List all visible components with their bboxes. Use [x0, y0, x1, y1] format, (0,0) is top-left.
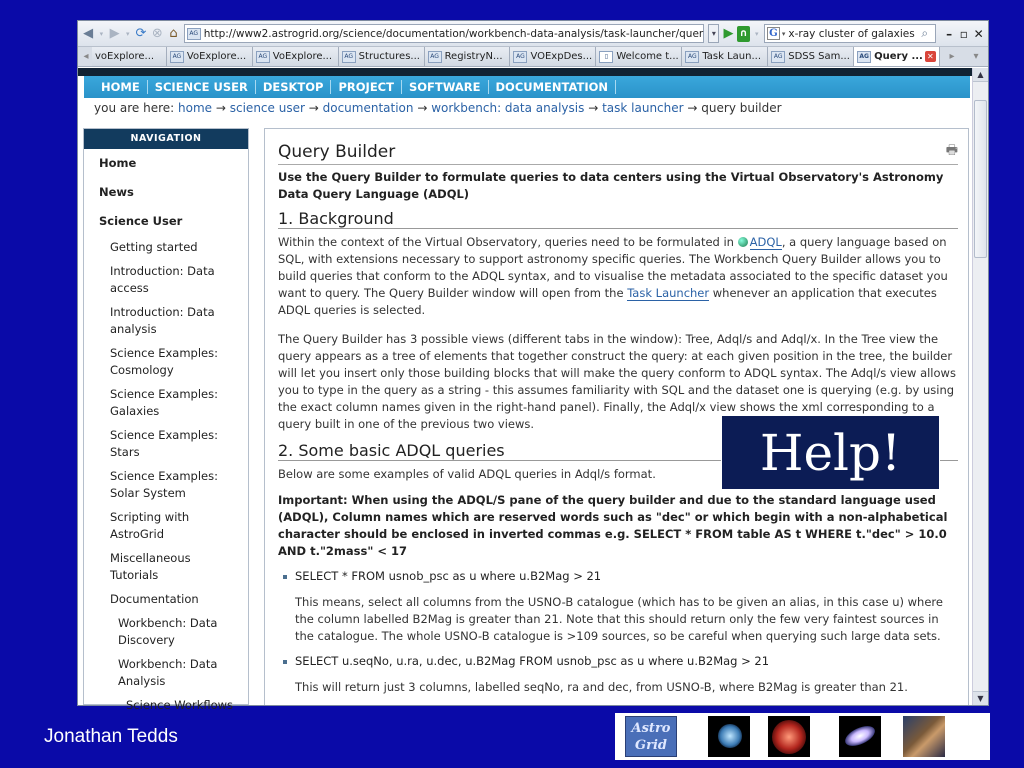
browser-tab[interactable]: [425, 47, 511, 66]
sidebar-item[interactable]: Workbench: Data Discovery: [118, 616, 218, 647]
url-text: http://www2.astrogrid.org/science/documentation/workbench-data-analysis/task-launcher/quer: [203, 27, 704, 40]
breadcrumb: [78, 98, 972, 120]
search-box[interactable]: [764, 24, 936, 43]
page-title-text: Query Builder: [278, 142, 396, 162]
site-favicon-icon: AG: [170, 51, 184, 63]
sidebar-item[interactable]: Scripting with AstroGrid: [110, 510, 190, 541]
page-title: [278, 141, 958, 165]
vertical-scrollbar[interactable]: [972, 68, 988, 705]
minimize-icon[interactable]: –: [946, 26, 953, 41]
astrogrid-logo: [625, 716, 677, 757]
dropdown-icon[interactable]: ▾: [126, 29, 130, 38]
breadcrumb-link[interactable]: workbench: data analysis: [431, 101, 585, 115]
nav-documentation[interactable]: DOCUMENTATION: [489, 80, 617, 94]
site-favicon-icon: AG: [342, 51, 356, 63]
page-icon: ▯: [599, 51, 613, 63]
scrollbar-thumb[interactable]: [974, 100, 987, 258]
breadcrumb-separator: →: [687, 101, 698, 115]
close-icon[interactable]: ✕: [973, 26, 984, 41]
tab-label: SDSS Sam...: [788, 51, 850, 62]
galaxy-image: [839, 716, 881, 757]
site-favicon-icon: AG: [857, 51, 871, 63]
sidebar-item[interactable]: Documentation: [110, 592, 199, 606]
sidebar-item[interactable]: Science Examples: Stars: [110, 428, 218, 459]
browser-tab[interactable]: [682, 47, 768, 66]
site-favicon-icon: AG: [771, 51, 785, 63]
breadcrumb-link[interactable]: task launcher: [602, 101, 684, 115]
pillars-image: [903, 716, 945, 757]
breadcrumb-separator: →: [215, 101, 226, 115]
browser-tab[interactable]: [768, 47, 854, 66]
dropdown-icon[interactable]: ▾: [99, 29, 104, 38]
browser-tab[interactable]: [339, 47, 425, 66]
back-icon[interactable]: ◀: [83, 26, 94, 41]
sidebar-item[interactable]: Science Workflows: [126, 698, 234, 712]
nav-software[interactable]: SOFTWARE: [402, 80, 489, 94]
external-link-icon: [738, 237, 748, 247]
site-favicon-icon: AG: [428, 51, 442, 63]
section-heading-queries: 2. Some basic ADQL queries: [278, 441, 958, 461]
task-launcher-link[interactable]: Task Launcher: [627, 286, 710, 300]
breadcrumb-current: query builder: [701, 101, 782, 115]
browser-toolbar: [78, 21, 988, 47]
tab-label: Welcome t...: [616, 51, 679, 62]
feed-icon[interactable]: ∩: [737, 26, 749, 42]
sidebar-item[interactable]: Introduction: Data access: [110, 264, 215, 295]
browser-tab[interactable]: [596, 47, 682, 66]
tab-label: Task Laun...: [702, 51, 762, 62]
sidebar-item[interactable]: Science Examples: Galaxies: [110, 387, 218, 418]
supernova-image: [768, 716, 810, 757]
page-content: [78, 68, 972, 712]
search-input[interactable]: x-ray cluster of galaxies: [788, 27, 915, 40]
browser-tab[interactable]: [510, 47, 596, 66]
site-favicon-icon: AG: [187, 28, 201, 40]
print-icon[interactable]: 🖶: [945, 143, 958, 158]
browser-tab[interactable]: [253, 47, 339, 66]
background-paragraph: Within the context of the Virtual Observatory, queries need to be formulated in ADQL, a query language based on SQL, with extensions necessary to support astronomy specific queries. The Workbench Query Builder allows you to build queries that conform to the ADQL syntax, and to visualise the metadata associated to the specific dataset you want to query. The Query Builder window will open from the Task Launcher whenever an application that executes ADQL queries is selected.: [278, 235, 948, 317]
logo-text: Grid: [635, 738, 667, 753]
query-code: SELECT * FROM usnob_psc as u where u.B2Mag > 21: [278, 568, 958, 585]
stop-icon[interactable]: ⊗: [151, 26, 163, 41]
browser-tab-active[interactable]: [854, 47, 940, 66]
important-note: Important: When using the ADQL/S pane of the query builder and due to the standard language used (ADQL), Column names which are reserved words such as "dec" or which begin with a non-alphabetical character should be enclosed in inverted commas e.g. SELECT * FROM table AS t WHERE t."dec" > 10.0 AND t."2mass" < 17: [278, 493, 948, 558]
nav-project[interactable]: PROJECT: [331, 80, 401, 94]
query-description: This means, select all columns from the USNO-B catalogue (which has to be given an alias, in this case u) where the column labelled B2Mag is greater than 21. Note that this should return only the few very faintest sources in the catalogue. The whole USNO-B catalogue is >109 sources, so be careful when querying such large data sets.: [295, 595, 943, 643]
reload-icon[interactable]: ⟳: [135, 26, 147, 41]
sidebar-item[interactable]: Science User: [99, 214, 183, 228]
nav-home[interactable]: HOME: [94, 80, 148, 94]
home-icon[interactable]: ⌂: [169, 26, 178, 41]
search-icon[interactable]: ⌕: [921, 26, 929, 40]
breadcrumb-link[interactable]: documentation: [322, 101, 414, 115]
tab-label: VoExplore...: [272, 51, 333, 62]
tab-label: VOExpDes...: [530, 51, 593, 62]
list-item: [278, 653, 958, 696]
breadcrumb-prefix: you are here:: [94, 101, 175, 115]
browser-tab[interactable]: [92, 47, 167, 66]
sidebar-item[interactable]: Getting started: [110, 240, 198, 254]
help-callout: Help!: [721, 415, 940, 490]
url-dropdown-icon[interactable]: ▾: [708, 24, 719, 43]
search-engine-dropdown-icon[interactable]: ▾: [781, 29, 786, 38]
adql-link[interactable]: ADQL: [749, 235, 782, 249]
left-navigation: [83, 128, 249, 712]
tab-label: RegistryN...: [444, 51, 503, 62]
scroll-down-icon[interactable]: ▼: [973, 691, 988, 705]
tab-label: Query ...: [874, 51, 923, 62]
tab-list-icon[interactable]: ▾: [973, 51, 979, 62]
queries-intro: Below are some examples of valid ADQL queries in Adql/s format.: [278, 467, 656, 481]
article-lead: Use the Query Builder to formulate queries to data centers using the Virtual Observatory's Astronomy Data Query Language (ADQL): [278, 170, 944, 201]
logo-text: Astro: [631, 721, 671, 736]
forward-icon[interactable]: ▶: [109, 26, 120, 41]
sidebar-item[interactable]: Science Examples: Cosmology: [110, 346, 218, 377]
query-code: SELECT u.seqNo, u.ra, u.dec, u.B2Mag FROM usnob_psc as u where u.B2Mag > 21: [278, 653, 958, 670]
site-favicon-icon: AG: [256, 51, 270, 63]
sidebar-item[interactable]: Home: [99, 156, 137, 170]
section-heading-background: 1. Background: [278, 209, 958, 229]
nav-desktop[interactable]: DESKTOP: [256, 80, 332, 94]
nebula-image: [708, 716, 750, 757]
views-paragraph: The Query Builder has 3 possible views (different tabs in the window): Tree, Adql/s and Adql/x. In the Tree view the query appears as a tree of elements that together construct the query: at each given position in the tree, the builder will let you insert only those building blocks that will make the query conform to ADQL syntax. The Adql/s view allows you to type in the query as a string - this assumes familiarity with SQL and the dataset one is querying (e.g. by using the exact column names given in the right-hand panel). Finally, the Adql/x view shows the xml corresponding to a query built in one of the previous two views.: [278, 332, 956, 431]
breadcrumb-link[interactable]: home: [178, 101, 213, 115]
nav-science-user[interactable]: SCIENCE USER: [148, 80, 256, 94]
site-nav-bar: [84, 76, 970, 98]
sidebar-item[interactable]: Science Examples: Solar System: [110, 469, 218, 500]
sidebar-item[interactable]: Miscellaneous Tutorials: [110, 551, 191, 582]
tab-label: voExplore...: [94, 51, 155, 62]
breadcrumb-link[interactable]: science user: [229, 101, 305, 115]
tab-label: VoExplore...: [186, 51, 247, 62]
tab-label: Structures...: [358, 51, 420, 62]
tab-scroll-right-icon[interactable]: ▸: [949, 51, 955, 62]
sidebar-item[interactable]: Workbench: Data Analysis: [118, 657, 218, 688]
url-bar[interactable]: [184, 24, 705, 43]
list-item: [278, 568, 958, 645]
site-favicon-icon: AG: [685, 51, 699, 63]
site-favicon-icon: AG: [513, 51, 527, 63]
sidebar-item[interactable]: Introduction: Data analysis: [110, 305, 215, 336]
scroll-up-icon[interactable]: ▲: [973, 68, 988, 82]
query-examples: [278, 568, 958, 696]
tab-strip: [78, 47, 988, 67]
browser-window: [77, 20, 989, 712]
query-description: This will return just 3 columns, labelled seqNo, ra and dec, from USNO-B, where B2Mag is greater than 21.: [295, 680, 908, 694]
breadcrumb-separator: →: [588, 101, 599, 115]
go-icon[interactable]: ▶: [723, 26, 734, 41]
navigation-list: [84, 149, 248, 718]
site-header-strip: [78, 68, 972, 76]
navigation-heading: NAVIGATION: [84, 129, 248, 149]
tab-close-icon[interactable]: ✕: [925, 51, 936, 62]
tab-scroll-left-icon[interactable]: ◂: [83, 51, 89, 62]
dropdown-icon[interactable]: ▾: [755, 29, 759, 38]
breadcrumb-separator: →: [308, 101, 319, 115]
search-engine-icon[interactable]: G: [767, 27, 780, 40]
sidebar-item[interactable]: News: [99, 185, 134, 199]
browser-tab[interactable]: [167, 47, 253, 66]
restore-icon[interactable]: ▫: [959, 26, 968, 41]
author-name: Jonathan Tedds: [44, 726, 178, 747]
breadcrumb-separator: →: [417, 101, 428, 115]
